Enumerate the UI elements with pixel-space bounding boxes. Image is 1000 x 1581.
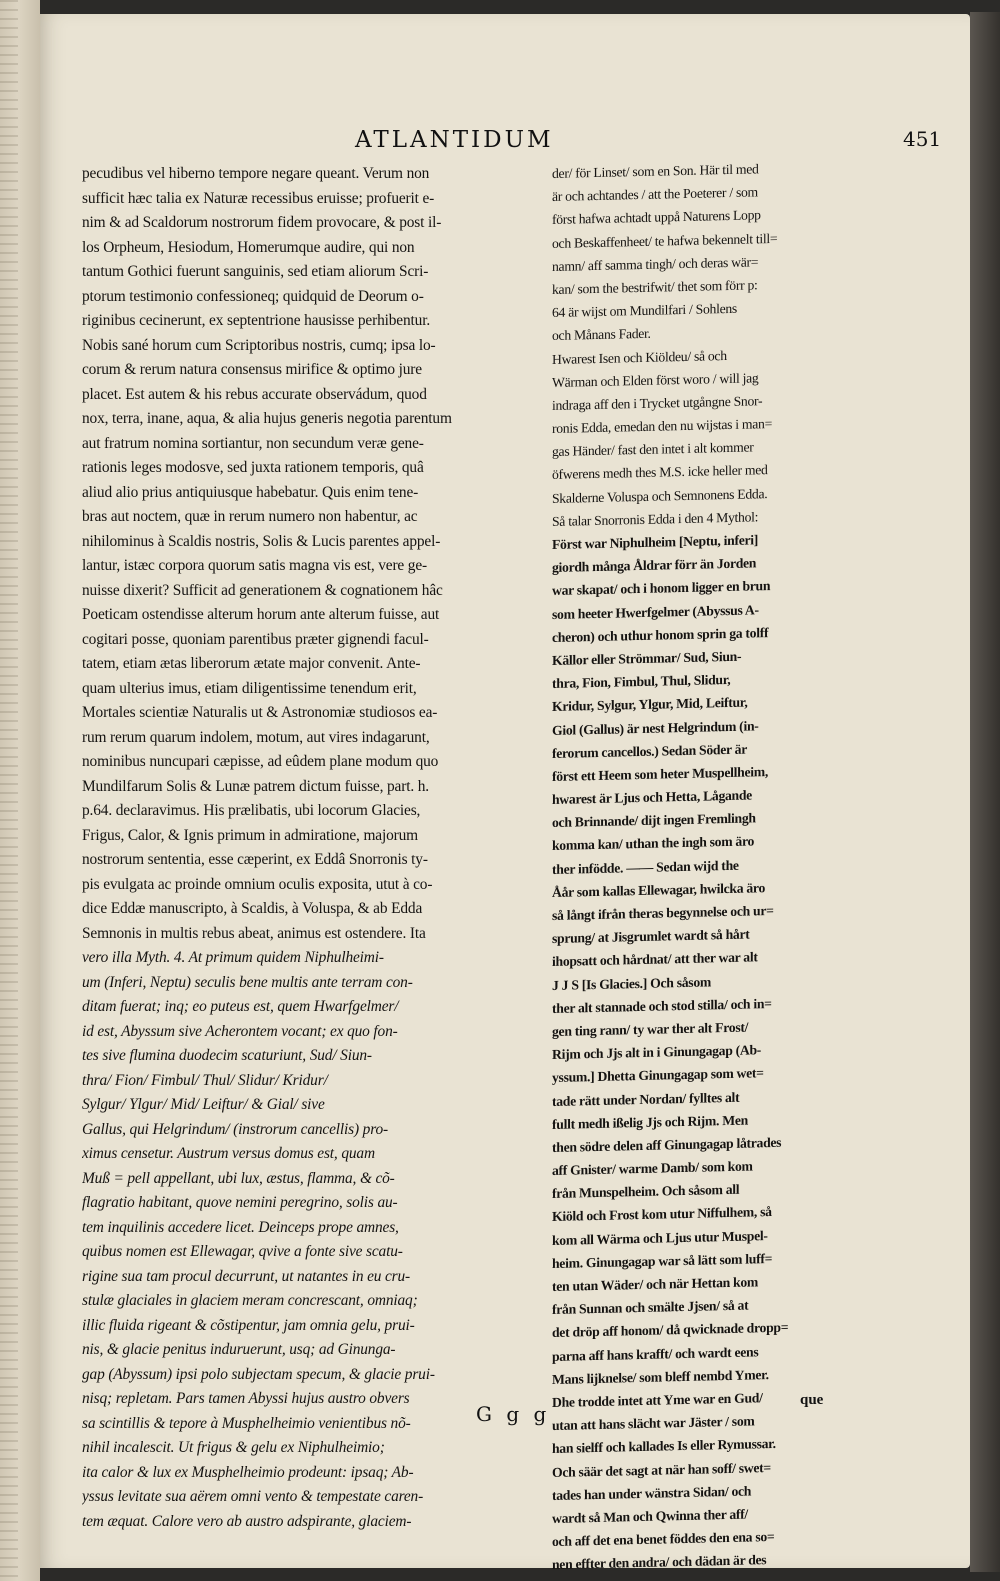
text-line: Mortales scientiæ Naturalis ut & Astronomiæ studiosos ea- — [82, 704, 438, 721]
text-line: Giol (Gallus) är nest Helgrindum (in- — [552, 717, 759, 738]
text-line: Rijm och Jjs alt in i Ginungagap (Ab- — [552, 1042, 762, 1063]
text-line: tem æquat. Calore vero ab austro adspirante, glaciem- — [82, 1512, 412, 1530]
text-line: och Beskaffenheet/ te hafwa bekennelt till= — [552, 230, 778, 251]
text-line: pecudibus vel hiberno tempore negare queant. Verum non — [82, 165, 430, 182]
text-line: parna aff hans krafft/ och wardt eens — [552, 1343, 759, 1364]
text-line: placet. Est autem & his rebus accurate observádum, quod — [82, 385, 427, 403]
text-line: tades han under wänstra Sidan/ och — [552, 1483, 752, 1503]
text-line: ten utan Wäder/ och när Hettan kom — [552, 1274, 759, 1294]
text-line: är och achtandes / att the Poeterer / som — [552, 184, 758, 205]
text-line: stulæ glaciales in glaciem meram concrescant, omniaq; — [82, 1292, 418, 1309]
text-line: nim & ad Scaldorum nostrorum fidem provocare, & post il- — [82, 214, 442, 231]
text-line: Kiöld och Frost kom utur Niffulhem, så — [552, 1204, 772, 1225]
text-line: tem inquilinis accedere licet. Deinceps prope amnes, — [82, 1218, 399, 1236]
text-line: kom all Wärma och Ljus utur Muspel- — [552, 1227, 768, 1248]
text-line: riginibus cecinerunt, ex septentrione hausisse perhibentur. — [82, 312, 431, 329]
page-stack-edge — [0, 0, 18, 1581]
text-line: ther alt stannade och stod stilla/ och in= — [552, 995, 772, 1016]
text-line: cogitari posse, quoniam parentibus præter gignendi facul- — [82, 630, 429, 648]
text-line: från Munspelheim. Och såsom all — [552, 1182, 740, 1202]
text-line: och Brinnande/ dijt ingen Fremlingh — [552, 810, 756, 831]
text-line: giordh många Åldrar förr än Jorden — [552, 555, 757, 576]
text-line: tatem, etiam ætas liberorum ætate major convenit. Ante- — [82, 655, 421, 672]
text-line: och aff det ena benet föddes den ena so= — [552, 1529, 775, 1550]
text-line: nis, & glacie penitus induruerunt, usq; ad Ginunga- — [82, 1341, 396, 1358]
text-line: rationis leges modosve, sed juxta rationem temporis, quâ — [82, 459, 424, 476]
text-line: Dhe trodde intet att Yme war en Gud/ — [552, 1390, 763, 1410]
text-line: Så talar Snorronis Edda i den 4 Mythol: — [552, 509, 759, 529]
text-line: aliud alio prius antiquiusque habebatur. Quis enim tene- — [82, 483, 419, 501]
text-line: vero illa Myth. 4. At primum quidem Niphulheimi- — [82, 949, 384, 966]
book-cover-edge — [970, 12, 1000, 1572]
page-number: 451 — [903, 127, 942, 151]
text-line: tes sive flumina duodecim scaturiunt, Sud/ Siun- — [82, 1047, 372, 1064]
text-line: som heeter Hwerfgelmer (Abyssus A- — [552, 601, 759, 622]
text-line: corum & rerum natura consensus mirifice & optimo jure — [82, 361, 422, 378]
text-line: pis evulgata ac proinde omnium oculis exposita, utut à co- — [82, 875, 433, 893]
text-line: ditam fuerat; inq; eo puteus est, quem Hwarfgelmer/ — [82, 998, 399, 1015]
text-line: Gallus, qui Helgrindum/ (instrorum cancellis) pro- — [82, 1120, 388, 1138]
text-line: Åår som kallas Ellewagar, hwilcka äro — [552, 879, 765, 900]
text-line: Sylgur/ Ylgur/ Mid/ Leiftur/ & Gial/ sive — [82, 1096, 325, 1113]
text-line: los Orpheum, Hesiodum, Homerumque audire, qui non — [82, 238, 415, 256]
text-line: dice Eddæ manuscripto, à Scaldis, à Voluspa, & ab Edda — [82, 900, 423, 917]
text-line: Hwarest Isen och Kiöldeu/ så och — [552, 347, 727, 367]
text-line: först hafwa achtadt uppå Naturens Lopp — [552, 207, 761, 228]
text-line: indraga aff den i Trycket utgångne Snor- — [552, 393, 763, 413]
text-line: hwarest är Ljus och Hetta, Lågande — [552, 787, 752, 808]
text-line: så långt ifrån theras begynnelse och ur= — [552, 902, 774, 923]
text-line: gap (Abyssum) ipsi polo subjectam specum, & glacie prui- — [82, 1365, 435, 1383]
text-line: rum rerum quarum indolem, motum, aut vires indagarunt, — [82, 728, 430, 746]
text-line: nox, terra, inane, aqua, & alia hujus generis negotia parentum — [82, 410, 452, 427]
text-line: bras aut noctem, quæ in rerum numero non habentur, ac — [82, 508, 418, 525]
signature-mark: G g g — [476, 1402, 551, 1426]
text-line: öfwerens medh thes M.S. icke heller med — [552, 462, 768, 483]
text-line: J J S [Is Glacies.] Och såsom — [552, 973, 711, 993]
text-line: utan att hans slächt war Jäster / som — [552, 1413, 755, 1434]
text-line: 64 är wijst om Mundilfari / Sohlens — [552, 300, 737, 321]
text-line: sufficit hæc talia ex Naturæ recessibus eruisse; profuerit e- — [82, 189, 435, 207]
text-line: Frigus, Calor, & Ignis primum in admiratione, majorum — [82, 826, 418, 844]
text-line: ihopsatt och hårdnat/ att ther war alt — [552, 949, 758, 970]
text-line: ita calor & lux ex Musphelheimio prodeunt: ipsaq; Ab- — [82, 1463, 414, 1481]
text-line: quibus nomen est Ellewagar, qvive a fonte sive scatu- — [82, 1243, 403, 1260]
text-line: Mundilfarum Solis & Lunæ patrem dictum fuisse, part. h. — [82, 777, 429, 795]
text-line: Nobis sané horum cum Scriptoribus nostris, cumq; ipsa lo- — [82, 336, 436, 354]
text-line: sa scintillis & tepore à Musphelheimio venientibus nõ- — [82, 1414, 411, 1432]
text-line: p.64. declaravimus. His prælibatis, ubi locorum Glacies, — [82, 802, 421, 819]
text-line: id est, Abyssum sive Acherontem vocant; ex quo fon- — [82, 1022, 398, 1040]
text-line: nominibus nuncupari cæpisse, ad eûdem plane modum quo — [82, 753, 439, 770]
text-line: tade rätt under Nordan/ fylltes alt — [552, 1089, 740, 1109]
text-line: och Månans Fader. — [552, 326, 651, 344]
text-line: aff Gnister/ warme Damb/ som kom — [552, 1158, 753, 1179]
text-line: nen effter den andra/ och dädan är des — [552, 1552, 767, 1573]
text-line: först ett Heem som heter Muspellheim, — [552, 763, 768, 784]
text-line: lantur, istæc corpora quorum satis magna vis est, vere ge- — [82, 557, 427, 574]
text-line: yssus levitate sua aërem omni vento & tempestate caren- — [82, 1488, 424, 1505]
text-line: nihil incalescit. Ut frigus & gelu ex Niphulheimio; — [82, 1439, 385, 1456]
text-line: Mans lijknelse/ som bleff nembd Ymer. — [552, 1366, 769, 1387]
latin-text-column — [82, 162, 528, 1534]
text-line: han sielff och kallades Is eller Rymussar. — [552, 1436, 776, 1457]
text-line: yssum.] Dhetta Ginungagap som wet= — [552, 1065, 764, 1086]
text-line: war skapat/ och i honom ligger en brun — [552, 578, 771, 599]
text-line: Semnonis in multis rebus abeat, animus est ostendere. Ita — [82, 924, 426, 942]
text-line: illic fluida rigeant & cõstipentur, jam omnia gelu, prui- — [82, 1316, 415, 1334]
text-line: ptorum testimonio confessioneq; quidquid de Deorum o- — [82, 287, 424, 305]
text-line: gen ting rann/ ty war ther alt Frost/ — [552, 1019, 749, 1039]
text-line: wardt så Man och Qwinna ther aff/ — [552, 1506, 748, 1526]
text-line: thra, Fion, Fimbul, Thul, Slidur, — [552, 672, 731, 692]
text-line: der/ för Linset/ som en Son. Här til med — [552, 161, 759, 181]
text-line: heim. Ginungagap war så lätt som luff= — [552, 1250, 773, 1271]
text-line: det dröp aff honom/ då qwicknade dropp= — [552, 1320, 789, 1341]
catchword: que — [800, 1392, 824, 1408]
text-line: namn/ aff samma tingh/ och deras wär= — [552, 254, 759, 274]
text-line: nostrorum sententia, esse cæperint, ex Eddâ Snorronis ty- — [82, 851, 428, 868]
text-line: flagratio habitant, quove nemini peregrino, solis au- — [82, 1194, 398, 1211]
swedish-text-column — [552, 162, 852, 1576]
previous-page-edge — [0, 0, 40, 1581]
text-line: Poeticam ostendisse alterum horum ante alterum fuisse, aut — [82, 606, 440, 623]
text-line: Kridur, Sylgur, Ylgur, Mid, Leiftur, — [552, 694, 748, 715]
text-line: Källor eller Strömmar/ Sud, Siun- — [552, 648, 742, 668]
text-line: Skalderne Voluspa och Semnonens Edda. — [552, 485, 768, 506]
text-line: Muß = pell appellant, ubi lux, æstus, flamma, & cõ- — [82, 1169, 395, 1187]
text-line: um (Inferi, Neptu) seculis bene multis ante terram con- — [82, 973, 413, 991]
text-line: fullt medh ißelig Jjs och Rijm. Men — [552, 1112, 748, 1132]
text-line: Och säär det sagt at när han soff/ swet= — [552, 1459, 771, 1480]
text-line: Wärman och Elden först woro / will jag — [552, 370, 759, 390]
text-line: aut fratrum nomina sortiantur, non secundum veræ gene- — [82, 434, 424, 452]
text-line: komma kan/ uthan the ingh som äro — [552, 833, 755, 854]
text-line: rigine sua tam procul decurrunt, ut natantes in eu cru- — [82, 1267, 411, 1285]
text-line: kan/ som the bestrifwit/ thet som förr p: — [552, 277, 758, 297]
text-line: från Sunnan och smälte Jjsen/ så at — [552, 1297, 749, 1318]
text-line: ther infödde. —— Sedan wijd the — [552, 857, 739, 877]
text-line: thra/ Fion/ Fimbul/ Thul/ Slidur/ Kridur/ — [82, 1071, 328, 1089]
text-line: gas Händer/ fast den intet i alt kommer — [552, 439, 754, 460]
text-line: sprung/ at Jisgrumlet wardt så hårt — [552, 926, 750, 947]
running-title: ATLANTIDUM — [355, 127, 554, 153]
text-line: ferorum cancellos.) Sedan Söder är — [552, 741, 747, 761]
text-line: Först war Niphulheim [Neptu, inferi] — [552, 532, 759, 552]
text-line: cheron) och uthur honom sprin ga tolff — [552, 624, 769, 645]
text-line: ronis Edda, emedan den nu wijstas i man= — [552, 416, 772, 437]
text-line: ximus censetur. Austrum versus domus est, quam — [82, 1145, 375, 1162]
text-line: nuisse dixerit? Sufficit ad generationem & cognationem hâc — [82, 581, 443, 599]
text-line: tantum Gothici fuerunt sanguinis, sed etiam aliorum Scri- — [82, 263, 429, 280]
text-line: nihilominus à Scaldis nostris, Solis & Lucis parentes appel- — [82, 532, 441, 550]
text-line: nisq; repletam. Pars tamen Abyssi hujus austro obvers — [82, 1390, 410, 1407]
text-line: quam ulterius imus, etiam diligentissime tenendum erit, — [82, 679, 417, 697]
text-line: then södre delen aff Ginungagap låtrades — [552, 1134, 782, 1155]
